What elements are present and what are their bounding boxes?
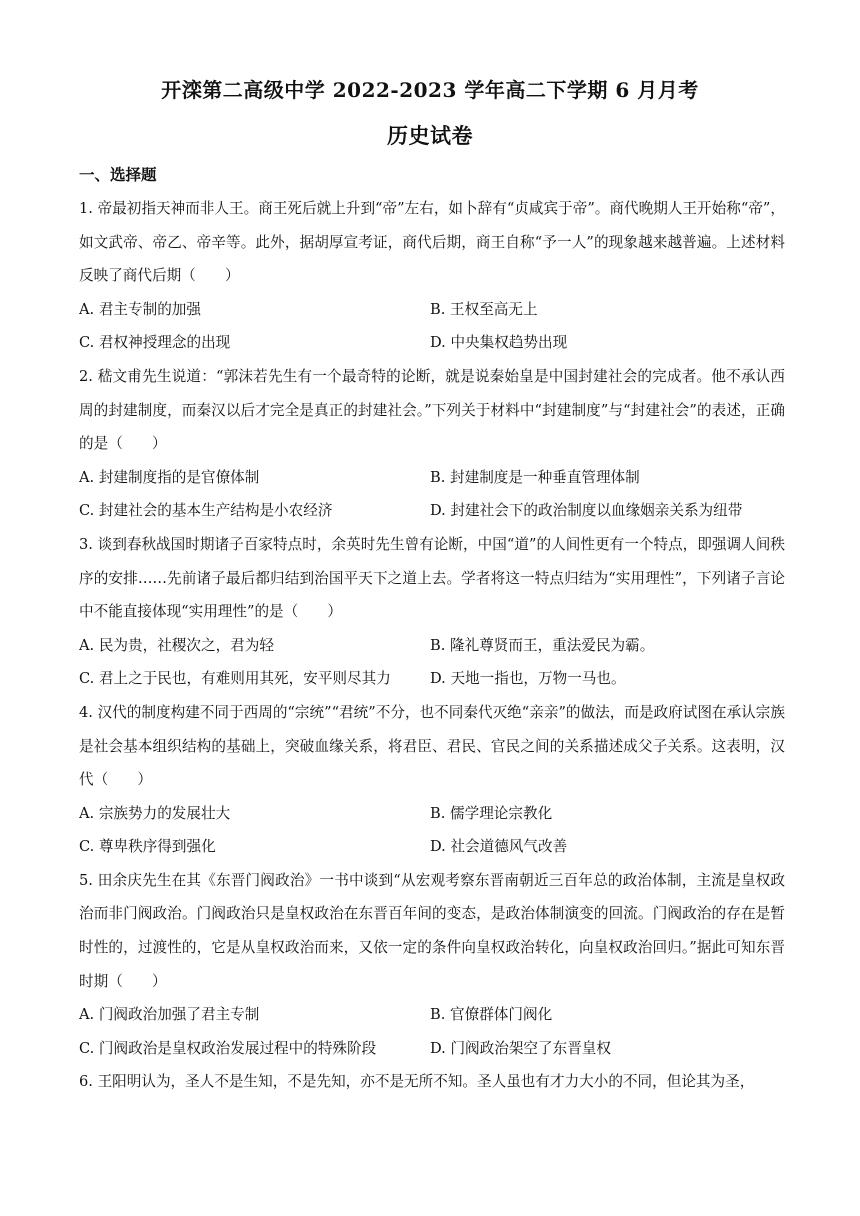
question-options [79,797,785,864]
question-stem: 3. 谈到春秋战国时期诸子百家特点时，余英时先生曾有论断，中国“道”的人间性更有一个特点，即强调人间秩序的安排……先前诸子最后都归结到治国平天下之道上去。学者将这一特点归结为“实用理性”，下列诸子言论中不能直接体现“实用理性”的是（ ） [79,535,785,621]
option-b: B. 封建制度是一种垂直管理体制 [430,468,640,486]
option-d: D. 封建社会下的政治制度以血缘姻亲关系为纽带 [430,502,743,520]
question-2 [79,360,785,528]
option-d: D. 天地一指也，万物一马也。 [430,670,626,688]
question-stem: 1. 帝最初指天神而非人王。商王死后就上升到“帝”左右，如卜辞有“贞咸宾于帝”。商代晚期人王开始称“帝”，如文武帝、帝乙、帝辛等。此外，据胡厚宣考证，商代后期，商王自称“予一人”的现象越来越普遍。上述材料反映了商代后期（ ） [79,200,785,285]
option-c: C. 门阀政治是皇权政治发展过程中的特殊阶段 [79,1039,377,1057]
question-options [79,293,785,360]
option-a: A. 君主专制的加强 [79,300,201,318]
option-c: C. 尊卑秩序得到强化 [79,838,216,856]
option-b: B. 隆礼尊贤而王，重法爱民为霸。 [430,636,655,654]
option-a: A. 宗族势力的发展壮大 [79,804,231,822]
question-stem: 4. 汉代的制度构建不同于西周的“宗统”“君统”不分，也不同秦代灭绝“亲亲”的做法，而是政府试图在承认宗族是社会基本组织结构的基础上，突破血缘关系，将君臣、君民、官民之间的关系描述成父子关系。这表明，汉代（ ） [79,703,785,789]
question-3 [79,528,785,696]
option-b: B. 官僚群体门阀化 [430,1006,553,1024]
question-stem: 6. 王阳明认为，圣人不是生知，不是先知，亦不是无所不知。圣人虽也有才力大小的不同，但论其为圣， [79,1073,755,1091]
option-a: A. 民为贵，社稷次之，君为轻 [79,636,274,654]
option-c: C. 君上之于民也，有难则用其死，安平则尽其力 [79,670,391,688]
question-options [79,629,785,696]
option-b: B. 儒学理论宗教化 [430,804,553,822]
option-a: A. 封建制度指的是官僚体制 [79,468,260,486]
question-stem: 5. 田余庆先生在其《东晋门阀政治》一书中谈到“从宏观考察东晋南朝近三百年总的政治体制，主流是皇权政治而非门阀政治。门阀政治只是皇权政治在东晋百年间的变态，是政治体制演变的回流。门阀政治的存在是暂时性的，过渡性的，它是从皇权政治而来，又依一定的条件向皇权政治转化，向皇权政治回归。”据此可知东晋时期（ ） [79,871,785,990]
question-options [79,461,785,528]
section-heading: 一、选择题 [79,165,157,184]
question-list [79,192,785,1099]
exam-subtitle: 历史试卷 [387,123,473,148]
question-4 [79,696,785,864]
option-d: D. 门阀政治架空了东晋皇权 [430,1039,611,1057]
question-stem: 2. 嵇文甫先生说道：“郭沫若先生有一个最奇特的论断，就是说秦始皇是中国封建社会的完成者。他不承认西周的封建制度，而秦汉以后才完全是真正的封建社会。”下列关于材料中“封建制度”与“封建社会”的表述，正确的是（ ） [79,367,785,453]
option-a: A. 门阀政治加强了君主专制 [79,1006,260,1024]
option-c: C. 君权神授理念的出现 [79,334,231,352]
exam-title: 开滦第二高级中学 2022-2023 学年高二下学期 6 月月考 [161,78,699,102]
question-options [79,998,785,1065]
option-b: B. 王权至高无上 [430,300,538,318]
option-d: D. 社会道德风气改善 [430,838,568,856]
question-6 [79,1065,785,1099]
question-5 [79,864,785,1066]
option-c: C. 封建社会的基本生产结构是小农经济 [79,502,333,520]
option-d: D. 中央集权趋势出现 [430,334,568,352]
question-1 [79,192,785,360]
